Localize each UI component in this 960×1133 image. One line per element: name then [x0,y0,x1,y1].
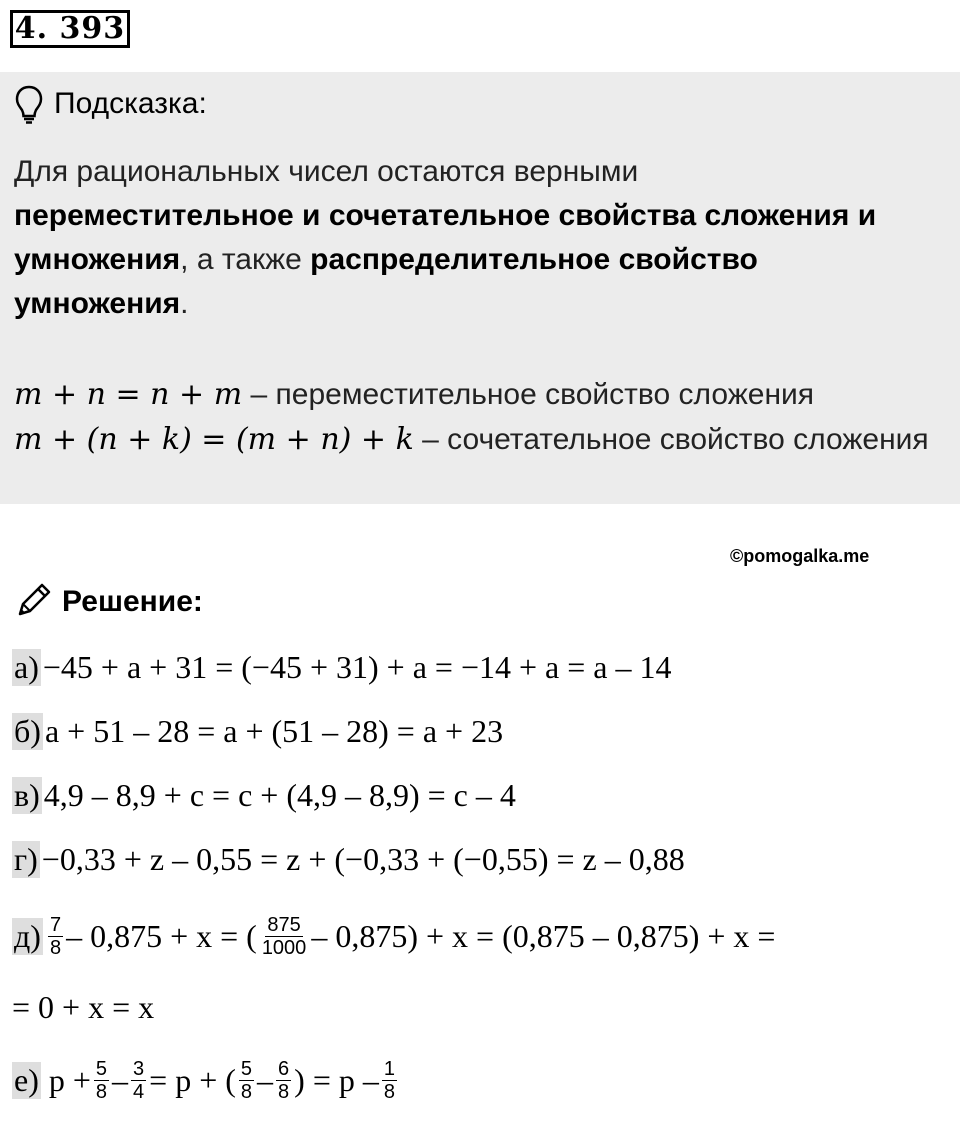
fraction-numerator: 3 [133,1057,145,1080]
solution-title: Решение: [62,585,203,618]
fraction [239,1058,254,1103]
fraction-denominator: 8 [240,1080,253,1103]
formula-description: – сочетательное свойство сложения [413,423,929,456]
fraction-denominator: 8 [95,1080,108,1103]
hint-paragraph [14,150,934,326]
fraction-numerator: 875 [267,913,301,936]
hint-formula-associative [14,418,929,462]
fraction-numerator: 7 [49,913,62,936]
fraction-numerator: 1 [383,1057,395,1080]
hint-bold-properties: переместительное и сочетательное свойства сложения и умножения [14,199,877,276]
fraction [382,1058,397,1103]
operator: – [112,1061,129,1098]
pencil-icon [14,580,54,625]
solution-line-g [12,837,685,881]
fraction-denominator: 8 [278,1080,290,1103]
operator: – [257,1061,274,1098]
fraction [260,914,309,959]
fraction [48,914,63,959]
fraction [131,1058,146,1103]
formula-expression: m + n = n + m [14,377,243,412]
solution-header [14,578,203,626]
hint-formula-commutative [14,373,814,417]
item-label: б) [14,712,41,749]
hint-text-3: . [180,287,189,320]
fraction-denominator: 8 [49,936,62,959]
solution-expression: −0,33 + z – 0,55 = z + (−0,33 + (−0,55) = z – 0,88 [41,840,685,877]
fraction-denominator: 8 [383,1080,395,1103]
solution-expression: 4,9 – 8,9 + c = c + (4,9 – 8,9) = c – 4 [43,776,516,813]
solution-expression: – 0,875 + x = ( [66,917,257,954]
solution-expression: p + [48,1061,91,1098]
item-label: д) [14,917,41,954]
item-label: е) [14,1061,39,1098]
fraction-denominator: 4 [133,1080,145,1103]
solution-line-d-continued [12,985,154,1029]
copyright-watermark: ©pomogalka.me [730,546,870,566]
fraction [276,1058,291,1103]
fraction-numerator: 6 [278,1057,290,1080]
lightbulb-icon [14,84,44,124]
formula-expression: m + (n + k) = (m + n) + k [14,422,414,457]
fraction-numerator: 5 [95,1057,108,1080]
solution-expression: a + 51 – 28 = a + (51 – 28) = a + 23 [44,712,504,749]
task-number: 4. 393 [10,10,130,48]
formula-description: – переместительное свойство сложения [242,378,815,411]
solution-line-e [12,1051,400,1109]
solution-expression: = 0 + x = x [12,988,155,1025]
solution-expression: – 0,875) + x = (0,875 – 0,875) + x = [311,917,776,954]
hint-bold-distributive: распределительное свойство умножения [14,243,758,320]
item-label: а) [14,648,39,685]
solution-line-d [12,908,775,964]
hint-text-2: , а также [180,243,311,276]
fraction [94,1058,109,1103]
solution-line-v [12,773,516,817]
solution-line-a [12,645,672,689]
fraction-numerator: 5 [240,1057,253,1080]
hint-text-1: Для рациональных чисел остаются верными [14,155,639,188]
solution-expression: ) = p – [294,1061,379,1098]
solution-expression: −45 + a + 31 = (−45 + 31) + a = −14 + a = a – 14 [42,648,672,685]
item-label: г) [14,840,38,877]
fraction-denominator: 1000 [261,936,307,959]
solution-expression: = p + ( [149,1061,236,1098]
solution-line-b [12,709,503,753]
hint-header [14,80,207,128]
hint-title: Подсказка: [54,87,207,120]
item-label: в) [14,776,40,813]
